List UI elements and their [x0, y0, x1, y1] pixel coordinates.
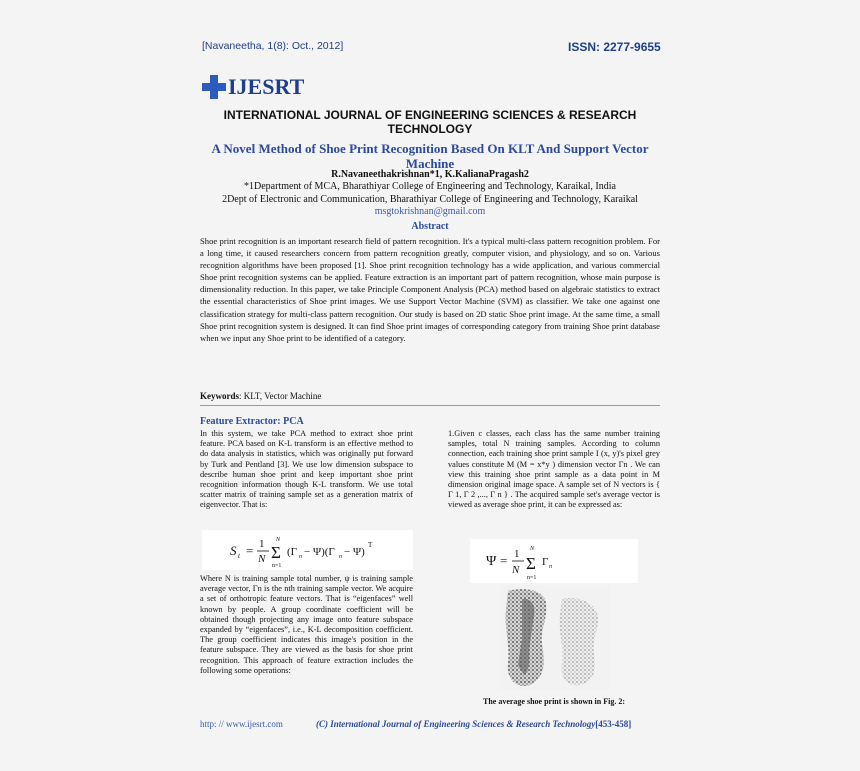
paper-title	[200, 141, 660, 171]
footer-pages: [453-458]	[595, 719, 632, 729]
affiliation-1: *1Department of MCA, Bharathiyar College of Engineering and Technology, Karaikal, India	[244, 181, 616, 192]
footer-copyright	[316, 719, 631, 729]
svg-text:N: N	[258, 553, 266, 565]
journal-name-line2: TECHNOLOGY	[387, 122, 473, 136]
figure-caption: The average shoe print is shown in Fig. 2:	[482, 697, 625, 706]
header-issn: ISSN: 2277-9655	[568, 40, 661, 54]
svg-text:1: 1	[259, 538, 265, 550]
scatter-matrix-equation	[202, 530, 413, 570]
svg-text:t: t	[238, 552, 240, 560]
plus-cross-icon	[202, 75, 226, 99]
footer-copyright-text: (C) International Journal of Engineering Sciences & Research Technology	[316, 719, 596, 729]
svg-text:n=1: n=1	[527, 575, 537, 581]
svg-text:1: 1	[514, 548, 520, 560]
svg-text:Σ: Σ	[271, 543, 281, 562]
svg-text:Γ: Γ	[542, 556, 549, 568]
paper-title-line2: Machine	[405, 156, 455, 171]
footer-url[interactable]: http: // www.ijesrt.com	[200, 719, 283, 729]
affiliation-2: 2Dept of Electronic and Communication, Bharathiyar College of Engineering and Technology, Karaikal	[222, 194, 638, 205]
paper-title-line1: A Novel Method of Shoe Print Recognition Based On KLT And Support Vector	[211, 141, 649, 156]
average-shoe-print-image	[500, 585, 610, 690]
keywords-label: Keywords	[200, 391, 239, 401]
svg-text:T: T	[368, 541, 373, 549]
author-email[interactable]: msgtokrishnan@gmail.com	[374, 206, 486, 217]
column2-paragraph1: 1.Given c classes, each class has the same number training samples, total N training samples. According to column connection, each training shoe print sample I (x, y)'s pixel grey values constitute M (M = x*y ) dimension vector Γn . We can view this training shoe print sample as a data point in M dimension original image space. A sample set of N vectors is { Γ 1, Γ 2 ,..., Γ n } . The acquired sample set's average vector is viewed as average shoe print, it can be expressed as:	[448, 429, 660, 510]
svg-text:− Ψ)(Γ: − Ψ)(Γ	[304, 546, 335, 558]
scatter-matrix-equation-graphic	[202, 530, 413, 570]
svg-text:=: =	[246, 543, 254, 558]
svg-text:n: n	[339, 554, 342, 560]
average-vector-equation	[470, 539, 638, 583]
paper-authors: R.Navaneethakrishnan*1, K.KalianaPragash2	[331, 169, 529, 180]
svg-text:(Γ: (Γ	[287, 546, 298, 558]
svg-text:S: S	[230, 543, 237, 558]
svg-text:n: n	[549, 564, 552, 570]
svg-text:N: N	[276, 537, 281, 543]
journal-name	[200, 108, 660, 136]
svg-text:n: n	[299, 554, 302, 560]
svg-text:N: N	[512, 564, 520, 576]
journal-name-line1: INTERNATIONAL JOURNAL OF ENGINEERING SCIENCES & RESEARCH	[223, 108, 637, 122]
svg-text:Σ: Σ	[526, 554, 536, 573]
keywords-divider	[200, 405, 660, 406]
section-heading: Feature Extractor: PCA	[200, 416, 304, 427]
svg-text:=: =	[500, 553, 508, 568]
keywords-text: : KLT, Vector Machine	[239, 391, 322, 401]
column1-paragraph1: In this system, we take PCA method to extract shoe print feature. PCA based on K-L transform is an effective method to do data analysis in statistics, which was originally put forward by Turk and Pentland [3]. We use low dimension subspace to describe human shoe print and keep important shoe print recognition information though K-L transform. We use total scatter matrix of training sample set as a generation matrix of eigenvector. That is:	[200, 429, 413, 510]
svg-text:Ψ: Ψ	[486, 554, 497, 569]
header-citation: [Navaneetha, 1(8): Oct., 2012]	[202, 40, 344, 52]
journal-logo	[202, 74, 304, 100]
svg-text:n=1: n=1	[272, 563, 282, 569]
abstract-heading: Abstract	[411, 221, 449, 232]
svg-text:N: N	[530, 546, 535, 552]
column1-paragraph2: Where N is training sample total number, ψ is training sample average vector, Γn is the nth training sample vector. We acquire a set of orthotropic feature vectors. That is “eigenfaces” well known by people. A group coordinate coefficient will be obtained though projecting any image onto feature subspace expanded by “eigenfaces”, i.e., K-L decomposition coefficient. The group coefficient indicates this image's position in the feature subspace. They are viewed as the basis for shoe print recognition. This approach of feature extraction includes the following some operations:	[200, 574, 413, 675]
shoe-print-figure	[500, 585, 610, 690]
keywords	[200, 391, 321, 401]
average-vector-equation-graphic	[470, 539, 638, 583]
logo-text: IJESRT	[228, 74, 305, 99]
abstract-text: Shoe print recognition is an important research field of pattern recognition. It's a typical multi-class pattern recognition problem. For a long time, it caused researchers concern from pattern recognition greatly, computer vision, and physiology, and so on. Various recognition algorithms have been proposed [1]. Shoe print recognition technology has a wide application, and various commercial Shoe print recognition systems can be applied. Feature extraction is an important part of pattern recognition, whose main purpose is dimensionality reduction. In this paper, we take Principle Component Analysis (PCA) method based on algebraic statistics to extract the essential characteristics of Shoe print images. We use Support Vector Machine (SVM) as classifier. We take one against one classification strategy for multi-class pattern recognition. Our study is based on 2D static Shoe print image. At the same time, a small Shoe print recognition system is designed. It can find Shoe print images of corresponding category from training Shoe print database when we input any Shoe print to be identified of a category.	[200, 236, 660, 343]
svg-text:− Ψ): − Ψ)	[344, 546, 365, 558]
